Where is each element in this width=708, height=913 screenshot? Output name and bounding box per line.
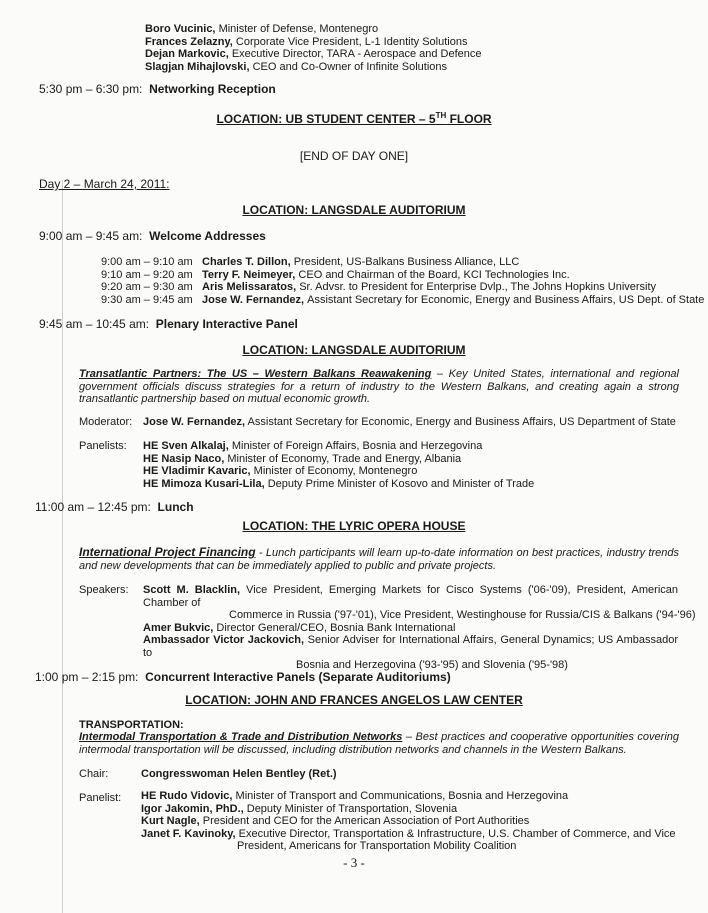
transport-panelists-list [141,790,676,853]
panelist-label: Panelist: [79,792,122,804]
concurrent-slot: 1:00 pm – 2:15 pm: Concurrent Interactive Panels (Separate Auditoriums) [35,670,451,684]
networking-slot: 5:30 pm – 6:30 pm: Networking Reception [39,82,276,96]
list-item: Kurt Nagle, President and CEO for the American Association of Port Authorities [141,815,530,827]
scan-artifact-line [62,180,63,913]
schedule-row: 9:20 am – 9:30 am Aris Melissaratos, Sr. Advsr. to President for Enterprise Dvlp., The Johns Hopkins University [101,281,657,293]
list-item: Amer Bukvic, Director General/CEO, Bosnia Bank International [143,621,456,634]
list-item-continuation: President, Americans for Transportation Mobility Coalition [237,840,517,852]
welcome-slot: 9:00 am – 9:45 am: Welcome Addresses [39,229,266,243]
speakers-list [143,584,696,672]
speakers-label: Speakers: [79,584,129,596]
location-lyric: LOCATION: THE LYRIC OPERA HOUSE [242,519,466,533]
end-of-day-one: [END OF DAY ONE] [299,149,409,163]
list-item: Dejan Markovic, Executive Director, TARA - Aerospace and Defence [145,48,482,60]
list-item: Igor Jakomin, PhD., Deputy Minister of Transportation, Slovenia [141,802,458,815]
moderator: Jose W. Fernandez, Assistant Secretary for Economic, Energy and Business Affairs, US Department of State [143,416,676,428]
transport-description: Intermodal Transportation & Trade and Distribution Networks – Best practices and cooperative opportunities covering intermodal transportation will be discussed, including distribution networks and channels in the Western Balkans. [79,731,680,756]
welcome-schedule [101,256,704,306]
location-langsdale-2: LOCATION: LANGSDALE AUDITORIUM [242,343,466,357]
list-item: Slagjan Mihajlovski, CEO and Co-Owner of Infinite Solutions [145,60,448,73]
top-panelist-list [145,23,482,73]
page-number: - 3 - [343,855,365,870]
list-item-continuation: Commerce in Russia ('97-'01), Vice President, Westinghouse for Russia/CIS & Balkans ('94-'96) [229,609,696,621]
schedule-row: 9:10 am – 9:20 am Terry F. Neimeyer, CEO and Chairman of the Board, KCI Technologies Inc. [101,268,570,281]
list-item: Boro Vucinic, Minister of Defense, Montenegro [145,23,379,35]
list-item: Scott M. Blacklin, Vice President, Emerging Markets for Cisco Systems ('06-'09), President, American Chamber of [143,584,678,609]
location-ub: LOCATION: UB STUDENT CENTER – 5TH FLOOR [216,111,492,126]
location-law-center: LOCATION: JOHN AND FRANCES ANGELOS LAW CENTER [185,693,523,707]
panelists-list [143,440,678,490]
list-item: Frances Zelazny, Corporate Vice President, L-1 Identity Solutions [145,35,468,48]
list-item-continuation: Bosnia and Herzegovina ('93-'95) and Slovenia ('95-'98) [296,659,568,671]
schedule-row: 9:30 am – 9:45 am Jose W. Fernandez, Assistant Secretary for Economic, Energy and Business Affairs, US Dept. of State [101,293,705,306]
list-item: HE Sven Alkalaj, Minister of Foreign Affairs, Bosnia and Herzegovina [143,440,483,452]
plenary-slot: 9:45 am – 10:45 am: Plenary Interactive Panel [39,317,298,331]
day2-heading: Day 2 – March 24, 2011: [39,177,170,191]
lunch-description: International Project Financing - Lunch participants will learn up-to-date information on best practices, industry trends and new developments that can be immediately applied to public and private projects. [79,545,679,572]
list-item: HE Rudo Vidovic, Minister of Transport and Communications, Bosnia and Herzegovina [141,790,569,802]
panelists-label: Panelists: [79,440,127,452]
chair-label: Chair: [79,768,109,780]
schedule-row: 9:00 am – 9:10 am Charles T. Dillon, President, US-Balkans Business Alliance, LLC [101,256,520,268]
plenary-description: Transatlantic Partners: The US – Western Balkans Reawakening – Key United States, international and regional government officials discuss strategies for a return of industry to the Western Balkans, and creating again a strong transatlantic partnership based on mutual economic growth. [79,368,679,405]
list-item: HE Mimoza Kusari-Lila, Deputy Prime Minister of Kosovo and Minister of Trade [143,477,535,490]
list-item: HE Vladimir Kavaric, Minister of Economy, Montenegro [143,465,418,477]
list-item: Janet F. Kavinoky, Executive Director, Transportation & Infrastructure, U.S. Chamber of Commerce, and Vice [141,827,676,840]
location-langsdale-1: LOCATION: LANGSDALE AUDITORIUM [242,203,466,217]
list-item: Ambassador Victor Jackovich, Senior Adviser for International Affairs, General Dynamics; US Ambassador to [143,634,679,659]
lunch-slot: 11:00 am – 12:45 pm: Lunch [35,500,194,514]
list-item: HE Nasip Naco, Minister of Economy, Trade and Energy, Albania [143,452,462,465]
moderator-label: Moderator: [79,416,133,428]
transport-heading: TRANSPORTATION: [79,719,184,731]
chair: Congresswoman Helen Bentley (Ret.) [141,768,337,780]
